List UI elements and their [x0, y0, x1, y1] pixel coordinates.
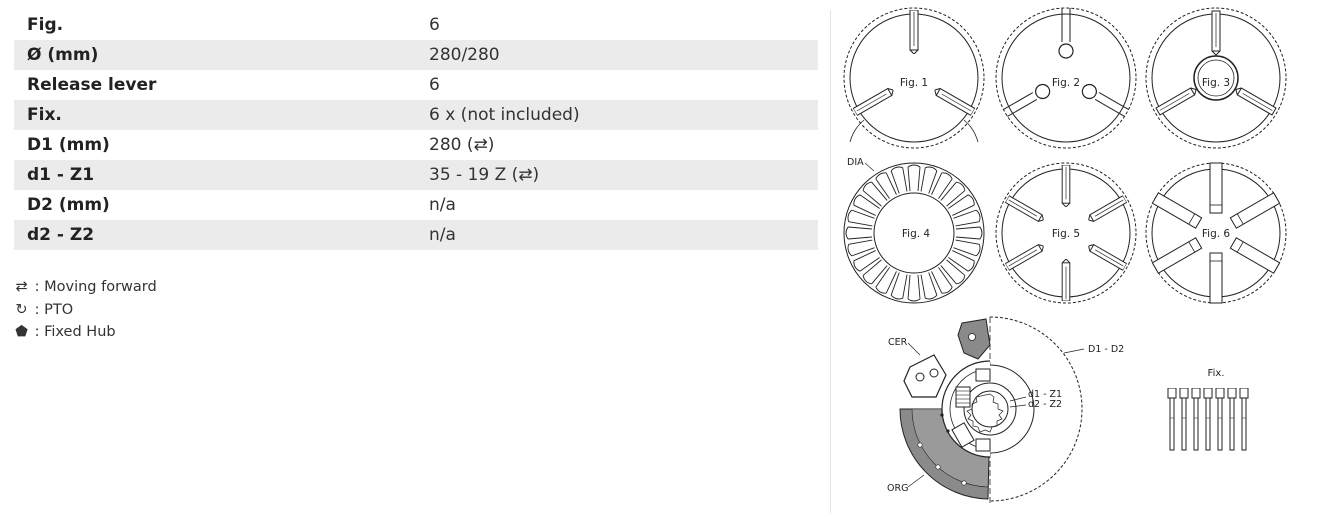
spec-value: n/a — [429, 195, 456, 215]
spec-value: 35 - 19 Z (⇄) — [415, 160, 818, 190]
spec-row-d1 — [14, 130, 818, 160]
spec-row-d2 — [14, 190, 818, 220]
legend-text: : Moving forward — [34, 279, 157, 295]
legend-text: : Fixed Hub — [34, 324, 116, 340]
bolt-icon — [1180, 388, 1188, 450]
technical-drawing — [838, 5, 1296, 513]
clutch-diagram-svg — [838, 5, 1296, 513]
spec-value: 280 (⇄) — [429, 135, 495, 155]
bolt-icon — [1216, 388, 1224, 450]
spec-label: D1 (mm) — [27, 135, 110, 155]
cer-label: CER — [888, 337, 908, 348]
d1-z1-label: d1 - Z1 — [1028, 389, 1063, 400]
fig-label: Fig. 2 — [1051, 77, 1081, 89]
bolt-icon — [1192, 388, 1200, 450]
spec-value: n/a — [415, 220, 818, 250]
spec-row-fix — [14, 100, 818, 130]
spec-row-d2-z2 — [14, 220, 818, 250]
fig-label: Fig. 1 — [899, 77, 929, 89]
clutch-section-drawing — [900, 317, 1082, 505]
bolt-icon — [1204, 388, 1212, 450]
symbol-legend — [15, 276, 157, 344]
fig-label: Fig. 5 — [1051, 228, 1081, 240]
legend-item-pto — [15, 299, 157, 322]
spec-value: 6 x (not included) — [415, 100, 818, 130]
spec-table — [14, 10, 818, 250]
spec-row-fig — [14, 10, 818, 40]
bolt-icon — [1168, 388, 1176, 450]
spec-row-d1-z1 — [14, 160, 818, 190]
d2-z2-label: d2 - Z2 — [1028, 399, 1063, 410]
fig-label: Fig. 6 — [1201, 228, 1231, 240]
arrows-exchange-icon: ⇄ — [15, 279, 28, 295]
bolt-icon — [1228, 388, 1236, 450]
fig-label: Fig. 4 — [901, 228, 931, 240]
legend-text: : PTO — [34, 301, 74, 318]
org-label: ORG — [887, 483, 909, 494]
pentagon-icon: ⬟ — [15, 324, 28, 340]
spec-value: 6 — [429, 15, 440, 35]
column-divider — [830, 10, 831, 513]
spec-label: d2 - Z2 — [14, 220, 415, 250]
spec-label: Fig. — [27, 15, 64, 35]
spec-label: Release lever — [27, 75, 157, 95]
spec-row-release-lever — [14, 70, 818, 100]
spec-label: Fix. — [14, 100, 415, 130]
spec-row-diameter — [14, 40, 818, 70]
bolt-icon — [1240, 388, 1248, 450]
rotate-icon: ↻ — [15, 301, 28, 318]
bolt-icons — [1168, 388, 1248, 450]
legend-item-fixed-hub — [15, 321, 157, 344]
spec-label: d1 - Z1 — [14, 160, 415, 190]
spec-label: D2 (mm) — [27, 195, 110, 215]
fix-label: Fix. — [1207, 368, 1225, 379]
spec-value: 280/280 — [415, 40, 818, 70]
legend-item-moving-forward — [15, 276, 157, 299]
dia-label: DIA — [847, 157, 864, 168]
d1-d2-label: D1 - D2 — [1088, 344, 1125, 355]
spec-value: 6 — [429, 75, 440, 95]
spec-label: Ø (mm) — [14, 40, 415, 70]
fig-label: Fig. 3 — [1201, 77, 1231, 89]
